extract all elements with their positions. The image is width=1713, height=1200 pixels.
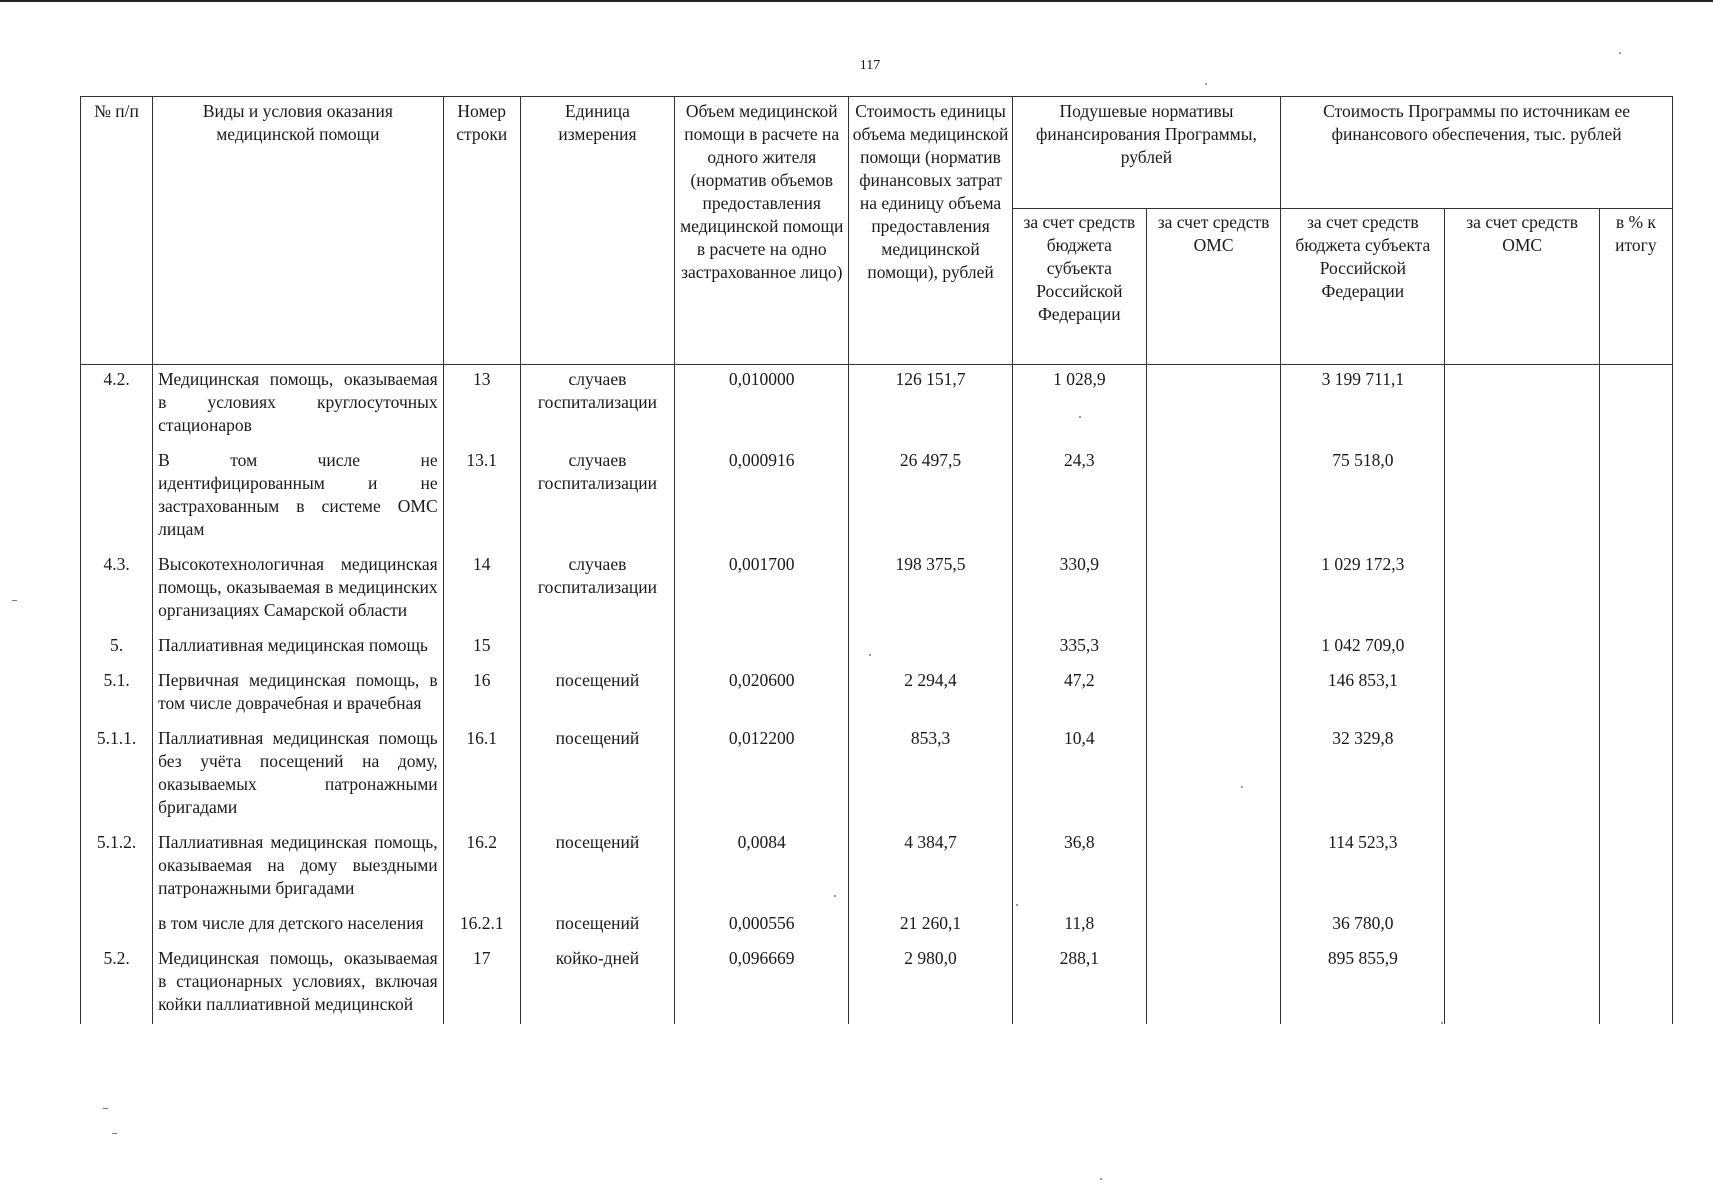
row-unit: посещений [520,666,674,724]
row-percent [1599,631,1672,666]
row-line-number: 17 [443,944,520,1024]
row-number: 5.1. [81,666,153,724]
row-percent [1599,365,1672,447]
row-unit-cost: 26 497,5 [849,446,1012,550]
row-percent [1599,446,1672,550]
table-row [81,724,1673,828]
row-percapita-budget: 10,4 [1012,724,1146,828]
financing-table [80,96,1673,1024]
table-row [81,944,1673,1024]
row-kind: Паллиативная медицинская помощь [153,631,444,666]
row-line-number: 15 [443,631,520,666]
row-number: 5.1.2. [81,828,153,909]
row-unit [520,631,674,666]
row-percent [1599,944,1672,1024]
header-program-budget: за счет средств бюджета субъекта Российской Федерации [1281,209,1445,365]
scan-speck [834,895,836,897]
header-unit: Единица измерения [520,97,674,365]
header-kind: Виды и условия оказания медицинской помощи [153,97,444,365]
row-unit-cost: 853,3 [849,724,1012,828]
row-unit-cost: 21 260,1 [849,909,1012,944]
row-program-budget: 75 518,0 [1281,446,1445,550]
table-header [81,97,1673,365]
scan-speck [112,1133,117,1134]
row-percapita-budget: 11,8 [1012,909,1146,944]
row-program-oms [1445,631,1599,666]
header-program-cost-group: Стоимость Программы по источникам ее финансового обеспечения, тыс. рублей [1281,97,1673,209]
row-unit: посещений [520,724,674,828]
row-unit-cost [849,631,1012,666]
table-body [81,365,1673,1025]
row-number: 5.2. [81,944,153,1024]
row-kind: Медицинская помощь, оказываемая в стационарных условиях, включая койки паллиативной медицинской [153,944,444,1024]
row-percapita-budget: 335,3 [1012,631,1146,666]
scan-speck [1016,904,1018,906]
scan-speck [1079,416,1081,418]
scan-speck [1441,1022,1443,1024]
row-percent [1599,828,1672,909]
row-percapita-budget: 330,9 [1012,550,1146,631]
row-volume: 0,001700 [675,550,849,631]
row-program-oms [1445,828,1599,909]
row-program-oms [1445,550,1599,631]
row-unit-cost: 2 980,0 [849,944,1012,1024]
row-program-oms [1445,909,1599,944]
row-number: 4.3. [81,550,153,631]
scan-speck [103,1108,108,1109]
header-line-number: Номер строки [443,97,520,365]
row-unit-cost: 126 151,7 [849,365,1012,447]
header-percapita-oms: за счет средств ОМС [1146,209,1280,365]
scan-top-edge [0,0,1713,2]
row-line-number: 13 [443,365,520,447]
header-volume: Объем медицинской помощи в расчете на одного жителя (норматив объемов предоставления медицинской помощи в расчете на одно застрахованное лицо) [675,97,849,365]
row-kind: Медицинская помощь, оказываемая в условиях круглосуточных стационаров [153,365,444,447]
table-row [81,909,1673,944]
row-percapita-oms [1146,550,1280,631]
table-row [81,365,1673,447]
row-line-number: 16 [443,666,520,724]
scan-speck [1241,786,1243,788]
row-percapita-oms [1146,828,1280,909]
page-number: 117 [859,58,881,73]
table-row [81,446,1673,550]
row-program-oms [1445,365,1599,447]
header-program-oms: за счет средств ОМС [1445,209,1599,365]
header-no: № п/п [81,97,153,365]
row-unit: случаев госпитализации [520,365,674,447]
row-percent [1599,666,1672,724]
row-percapita-oms [1146,365,1280,447]
row-percapita-budget: 1 028,9 [1012,365,1146,447]
row-percapita-oms [1146,909,1280,944]
row-program-oms [1445,944,1599,1024]
row-kind: В том числе не идентифицированным и не застрахованным в системе ОМС лицам [153,446,444,550]
row-percapita-budget: 288,1 [1012,944,1146,1024]
row-number: 4.2. [81,365,153,447]
row-program-budget: 1 029 172,3 [1281,550,1445,631]
row-line-number: 16.2.1 [443,909,520,944]
row-volume [675,631,849,666]
row-line-number: 16.2 [443,828,520,909]
row-kind: Высокотехнологичная медицинская помощь, оказываемая в медицинских организациях Самарской области [153,550,444,631]
row-percent [1599,724,1672,828]
row-volume: 0,000916 [675,446,849,550]
row-line-number: 14 [443,550,520,631]
row-kind: Паллиативная медицинская помощь без учёта посещений на дому, оказываемых патронажными бригадами [153,724,444,828]
row-percent [1599,550,1672,631]
row-percapita-budget: 24,3 [1012,446,1146,550]
row-unit-cost: 2 294,4 [849,666,1012,724]
row-percent [1599,909,1672,944]
row-line-number: 13.1 [443,446,520,550]
row-unit: койко-дней [520,944,674,1024]
row-volume: 0,0084 [675,828,849,909]
row-percapita-oms [1146,724,1280,828]
row-number [81,909,153,944]
row-program-budget: 3 199 711,1 [1281,365,1445,447]
row-program-oms [1445,724,1599,828]
row-unit-cost: 4 384,7 [849,828,1012,909]
row-volume: 0,020600 [675,666,849,724]
row-percapita-oms [1146,944,1280,1024]
row-percapita-oms [1146,446,1280,550]
row-volume: 0,096669 [675,944,849,1024]
table-row [81,666,1673,724]
header-percapita-budget: за счет средств бюджета субъекта Российской Федерации [1012,209,1146,365]
row-unit: посещений [520,828,674,909]
scan-speck [1205,83,1207,85]
header-unit-cost: Стоимость единицы объема медицинской помощи (норматив финансовых затрат на единицу объема предоставления медицинской помощи), рублей [849,97,1012,365]
row-percapita-budget: 36,8 [1012,828,1146,909]
row-percapita-oms [1146,666,1280,724]
table-row [81,550,1673,631]
row-program-budget: 32 329,8 [1281,724,1445,828]
row-unit: случаев госпитализации [520,446,674,550]
scan-speck [1619,52,1621,54]
scan-speck [869,654,871,656]
row-number: 5.1.1. [81,724,153,828]
row-volume: 0,000556 [675,909,849,944]
row-program-budget: 146 853,1 [1281,666,1445,724]
row-program-budget: 1 042 709,0 [1281,631,1445,666]
row-program-oms [1445,666,1599,724]
table-row [81,631,1673,666]
row-kind: Паллиативная медицинская помощь, оказываемая на дому выездными патронажными бригадами [153,828,444,909]
row-unit: случаев госпитализации [520,550,674,631]
row-program-budget: 36 780,0 [1281,909,1445,944]
row-program-budget: 114 523,3 [1281,828,1445,909]
row-volume: 0,010000 [675,365,849,447]
row-number: 5. [81,631,153,666]
row-number [81,446,153,550]
row-kind: в том числе для детского населения [153,909,444,944]
row-kind: Первичная медицинская помощь, в том числе доврачебная и врачебная [153,666,444,724]
row-line-number: 16.1 [443,724,520,828]
row-percapita-budget: 47,2 [1012,666,1146,724]
header-percent-total: в % к итогу [1599,209,1672,365]
row-program-oms [1445,446,1599,550]
scan-speck [1100,1178,1102,1180]
row-percapita-oms [1146,631,1280,666]
row-volume: 0,012200 [675,724,849,828]
scan-speck [12,600,17,601]
header-percapita-group: Подушевые нормативы финансирования Программы, рублей [1012,97,1281,209]
row-unit: посещений [520,909,674,944]
row-program-budget: 895 855,9 [1281,944,1445,1024]
table-row [81,828,1673,909]
row-unit-cost: 198 375,5 [849,550,1012,631]
